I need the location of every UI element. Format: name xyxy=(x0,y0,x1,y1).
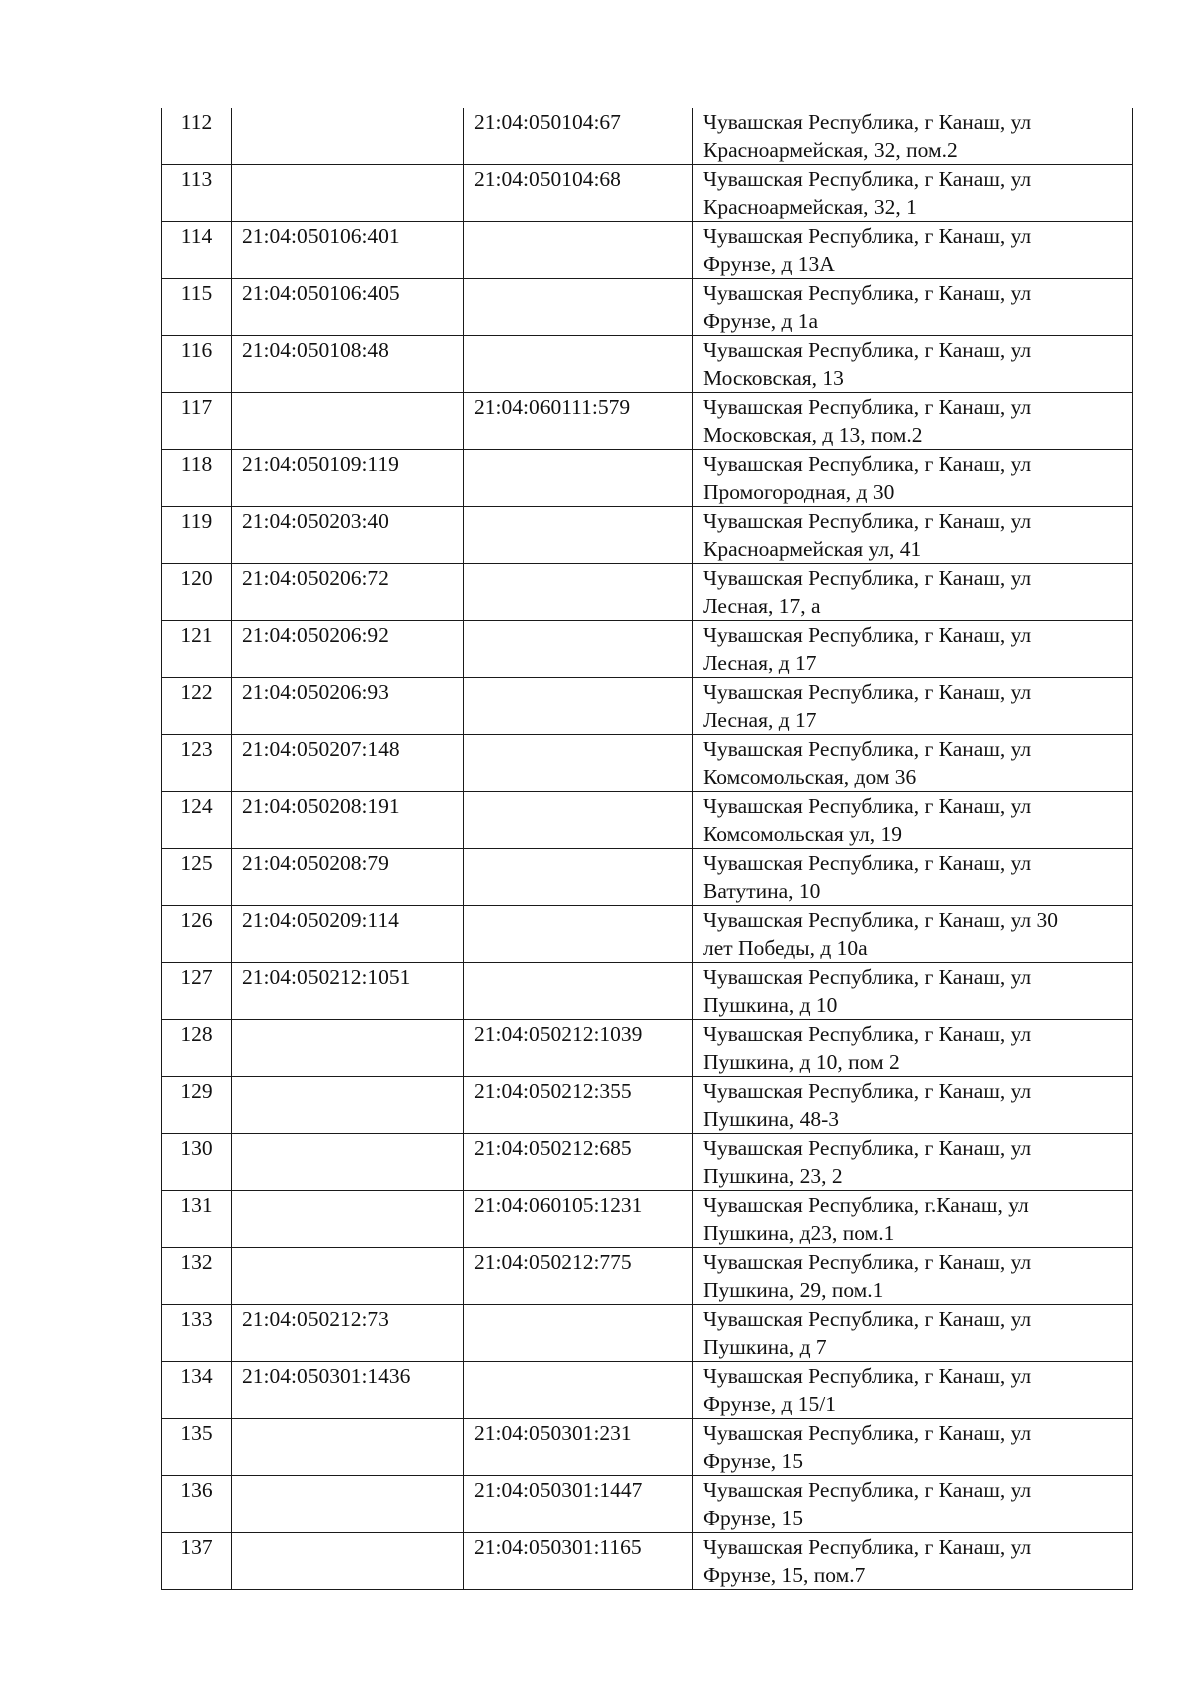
property-table xyxy=(161,108,1133,1590)
address-line-2: Комсомольская ул, 19 xyxy=(703,822,902,846)
table-row xyxy=(162,906,1133,963)
premises-cadastral-cell xyxy=(464,1191,693,1248)
address-line-2: Пушкина, 23, 2 xyxy=(703,1164,843,1188)
address-line-2: Московская, д 13, пом.2 xyxy=(703,423,923,447)
premises-cadastral-number: 21:04:050301:1165 xyxy=(474,1535,642,1559)
row-number-cell xyxy=(162,108,232,165)
address-line-1: Чувашская Республика, г Канаш, ул xyxy=(703,338,1032,362)
address-cell xyxy=(693,906,1133,963)
land-cadastral-number: 21:04:050207:148 xyxy=(242,737,400,761)
address-line-1: Чувашская Республика, г Канаш, ул xyxy=(703,566,1032,590)
table-row xyxy=(162,507,1133,564)
row-number-cell xyxy=(162,1305,232,1362)
address-line-2: Красноармейская, 32, пом.2 xyxy=(703,138,958,162)
row-number: 131 xyxy=(180,1193,213,1217)
address-line-1: Чувашская Республика, г Канаш, ул xyxy=(703,680,1032,704)
address-line-1: Чувашская Республика, г Канаш, ул xyxy=(703,1079,1032,1103)
premises-cadastral-cell xyxy=(464,1362,693,1419)
land-cadastral-cell xyxy=(232,1077,464,1134)
address-cell xyxy=(693,393,1133,450)
address-line-2: Фрунзе, д 15/1 xyxy=(703,1392,837,1416)
row-number-cell xyxy=(162,1077,232,1134)
address-line-2: Фрунзе, д 13А xyxy=(703,252,835,276)
address-cell xyxy=(693,1248,1133,1305)
table-row xyxy=(162,108,1133,165)
row-number-cell xyxy=(162,1248,232,1305)
address-line-1: Чувашская Республика, г Канаш, ул xyxy=(703,737,1032,761)
land-cadastral-number: 21:04:050106:401 xyxy=(242,224,400,248)
table-row xyxy=(162,621,1133,678)
table-row xyxy=(162,1134,1133,1191)
row-number-cell xyxy=(162,963,232,1020)
address-cell xyxy=(693,678,1133,735)
address-line-1: Чувашская Республика, г Канаш, ул xyxy=(703,1364,1032,1388)
address-line-1: Чувашская Республика, г Канаш, ул xyxy=(703,1478,1032,1502)
row-number: 136 xyxy=(180,1478,213,1502)
row-number-cell xyxy=(162,1134,232,1191)
table-row xyxy=(162,1077,1133,1134)
land-cadastral-cell xyxy=(232,1305,464,1362)
row-number-cell xyxy=(162,849,232,906)
premises-cadastral-cell xyxy=(464,165,693,222)
premises-cadastral-cell xyxy=(464,1134,693,1191)
table-row xyxy=(162,1419,1133,1476)
premises-cadastral-cell xyxy=(464,735,693,792)
premises-cadastral-number: 21:04:050301:231 xyxy=(474,1421,632,1445)
address-line-2: Лесная, д 17 xyxy=(703,651,817,675)
address-cell xyxy=(693,1362,1133,1419)
row-number: 113 xyxy=(180,167,213,191)
address-cell xyxy=(693,507,1133,564)
land-cadastral-number: 21:04:050108:48 xyxy=(242,338,389,362)
address-line-2: Пушкина, д 10 xyxy=(703,993,838,1017)
premises-cadastral-cell xyxy=(464,393,693,450)
table-row xyxy=(162,393,1133,450)
address-line-2: Комсомольская, дом 36 xyxy=(703,765,917,789)
premises-cadastral-cell xyxy=(464,1419,693,1476)
address-cell xyxy=(693,450,1133,507)
address-line-1: Чувашская Республика, г Канаш, ул xyxy=(703,623,1032,647)
land-cadastral-number: 21:04:050208:191 xyxy=(242,794,400,818)
row-number-cell xyxy=(162,1533,232,1590)
address-cell xyxy=(693,963,1133,1020)
row-number: 115 xyxy=(180,281,213,305)
row-number: 132 xyxy=(180,1250,213,1274)
address-line-1: Чувашская Республика, г Канаш, ул xyxy=(703,851,1032,875)
row-number-cell xyxy=(162,1191,232,1248)
address-line-2: Пушкина, д 7 xyxy=(703,1335,827,1359)
table-row xyxy=(162,1533,1133,1590)
address-cell xyxy=(693,1305,1133,1362)
row-number: 128 xyxy=(180,1022,213,1046)
premises-cadastral-number: 21:04:060105:1231 xyxy=(474,1193,643,1217)
premises-cadastral-number: 21:04:050212:1039 xyxy=(474,1022,643,1046)
address-line-1: Чувашская Республика, г Канаш, ул xyxy=(703,224,1032,248)
land-cadastral-cell xyxy=(232,849,464,906)
address-cell xyxy=(693,1419,1133,1476)
land-cadastral-number: 21:04:050208:79 xyxy=(242,851,389,875)
premises-cadastral-cell xyxy=(464,564,693,621)
row-number-cell xyxy=(162,222,232,279)
address-line-2: Лесная, д 17 xyxy=(703,708,817,732)
address-line-2: Лесная, 17, а xyxy=(703,594,821,618)
land-cadastral-number: 21:04:050212:1051 xyxy=(242,965,411,989)
row-number-cell xyxy=(162,393,232,450)
land-cadastral-cell xyxy=(232,1533,464,1590)
address-line-2: Красноармейская ул, 41 xyxy=(703,537,922,561)
row-number: 117 xyxy=(180,395,213,419)
premises-cadastral-cell xyxy=(464,108,693,165)
table-row xyxy=(162,1020,1133,1077)
land-cadastral-cell xyxy=(232,621,464,678)
land-cadastral-cell xyxy=(232,564,464,621)
premises-cadastral-number: 21:04:050212:355 xyxy=(474,1079,632,1103)
table-row xyxy=(162,336,1133,393)
premises-cadastral-number: 21:04:050104:68 xyxy=(474,167,621,191)
premises-cadastral-cell xyxy=(464,963,693,1020)
land-cadastral-number: 21:04:050212:73 xyxy=(242,1307,389,1331)
row-number: 112 xyxy=(180,110,213,134)
land-cadastral-cell xyxy=(232,165,464,222)
land-cadastral-cell xyxy=(232,963,464,1020)
row-number-cell xyxy=(162,1419,232,1476)
row-number: 134 xyxy=(180,1364,213,1388)
premises-cadastral-cell xyxy=(464,678,693,735)
table-row xyxy=(162,678,1133,735)
address-line-2: Фрунзе, 15 xyxy=(703,1506,803,1530)
premises-cadastral-cell xyxy=(464,1476,693,1533)
table-row xyxy=(162,1362,1133,1419)
premises-cadastral-cell xyxy=(464,1248,693,1305)
land-cadastral-number: 21:04:050106:405 xyxy=(242,281,400,305)
land-cadastral-number: 21:04:050209:114 xyxy=(242,908,399,932)
address-line-2: лет Победы, д 10а xyxy=(703,936,868,960)
premises-cadastral-number: 21:04:050104:67 xyxy=(474,110,621,134)
row-number: 130 xyxy=(180,1136,213,1160)
premises-cadastral-number: 21:04:050301:1447 xyxy=(474,1478,643,1502)
address-line-1: Чувашская Республика, г.Канаш, ул xyxy=(703,1193,1029,1217)
address-line-2: Фрунзе, д 1а xyxy=(703,309,819,333)
premises-cadastral-cell xyxy=(464,1077,693,1134)
land-cadastral-cell xyxy=(232,1248,464,1305)
land-cadastral-cell xyxy=(232,1191,464,1248)
row-number: 125 xyxy=(180,851,213,875)
address-cell xyxy=(693,849,1133,906)
table-row xyxy=(162,165,1133,222)
table-row xyxy=(162,1191,1133,1248)
address-cell xyxy=(693,1191,1133,1248)
address-line-2: Пушкина, д 10, пом 2 xyxy=(703,1050,900,1074)
address-line-1: Чувашская Республика, г Канаш, ул xyxy=(703,1022,1032,1046)
address-line-1: Чувашская Республика, г Канаш, ул xyxy=(703,794,1032,818)
premises-cadastral-cell xyxy=(464,222,693,279)
row-number-cell xyxy=(162,165,232,222)
premises-cadastral-cell xyxy=(464,507,693,564)
premises-cadastral-cell xyxy=(464,1533,693,1590)
row-number-cell xyxy=(162,279,232,336)
premises-cadastral-cell xyxy=(464,792,693,849)
address-line-1: Чувашская Республика, г Канаш, ул xyxy=(703,965,1032,989)
land-cadastral-cell xyxy=(232,735,464,792)
table-row xyxy=(162,792,1133,849)
address-line-1: Чувашская Республика, г Канаш, ул xyxy=(703,1535,1032,1559)
table-row xyxy=(162,450,1133,507)
land-cadastral-cell xyxy=(232,792,464,849)
premises-cadastral-number: 21:04:060111:579 xyxy=(474,395,631,419)
table-row xyxy=(162,735,1133,792)
address-cell xyxy=(693,735,1133,792)
row-number-cell xyxy=(162,1362,232,1419)
row-number: 124 xyxy=(180,794,213,818)
land-cadastral-cell xyxy=(232,1476,464,1533)
address-line-2: Московская, 13 xyxy=(703,366,844,390)
premises-cadastral-cell xyxy=(464,1305,693,1362)
address-line-1: Чувашская Республика, г Канаш, ул xyxy=(703,110,1032,134)
land-cadastral-cell xyxy=(232,108,464,165)
address-line-2: Фрунзе, 15, пом.7 xyxy=(703,1563,866,1587)
row-number-cell xyxy=(162,450,232,507)
land-cadastral-cell xyxy=(232,222,464,279)
address-cell xyxy=(693,1077,1133,1134)
land-cadastral-cell xyxy=(232,336,464,393)
land-cadastral-number: 21:04:050206:93 xyxy=(242,680,389,704)
address-line-1: Чувашская Республика, г Канаш, ул xyxy=(703,452,1032,476)
address-line-2: Красноармейская, 32, 1 xyxy=(703,195,917,219)
land-cadastral-cell xyxy=(232,1419,464,1476)
row-number: 118 xyxy=(180,452,213,476)
row-number-cell xyxy=(162,792,232,849)
premises-cadastral-cell xyxy=(464,450,693,507)
address-cell xyxy=(693,1134,1133,1191)
row-number: 126 xyxy=(180,908,213,932)
row-number-cell xyxy=(162,735,232,792)
land-cadastral-cell xyxy=(232,1134,464,1191)
address-cell xyxy=(693,792,1133,849)
address-line-1: Чувашская Республика, г Канаш, ул xyxy=(703,1250,1032,1274)
address-line-1: Чувашская Республика, г Канаш, ул xyxy=(703,281,1032,305)
row-number-cell xyxy=(162,906,232,963)
address-cell xyxy=(693,279,1133,336)
row-number: 137 xyxy=(180,1535,213,1559)
address-line-1: Чувашская Республика, г Канаш, ул xyxy=(703,509,1032,533)
premises-cadastral-cell xyxy=(464,1020,693,1077)
row-number-cell xyxy=(162,678,232,735)
row-number: 123 xyxy=(180,737,213,761)
address-line-1: Чувашская Республика, г Канаш, ул xyxy=(703,1136,1032,1160)
address-cell xyxy=(693,1533,1133,1590)
row-number-cell xyxy=(162,1476,232,1533)
table-row xyxy=(162,1305,1133,1362)
row-number: 122 xyxy=(180,680,213,704)
row-number: 120 xyxy=(180,566,213,590)
land-cadastral-cell xyxy=(232,1020,464,1077)
row-number: 114 xyxy=(180,224,213,248)
row-number: 119 xyxy=(180,509,213,533)
row-number: 129 xyxy=(180,1079,213,1103)
land-cadastral-cell xyxy=(232,906,464,963)
land-cadastral-number: 21:04:050206:92 xyxy=(242,623,389,647)
land-cadastral-number: 21:04:050109:119 xyxy=(242,452,399,476)
premises-cadastral-number: 21:04:050212:685 xyxy=(474,1136,632,1160)
premises-cadastral-cell xyxy=(464,849,693,906)
land-cadastral-cell xyxy=(232,393,464,450)
row-number: 121 xyxy=(180,623,213,647)
premises-cadastral-cell xyxy=(464,279,693,336)
table-row xyxy=(162,279,1133,336)
address-cell xyxy=(693,1020,1133,1077)
address-line-1: Чувашская Республика, г Канаш, ул xyxy=(703,1421,1032,1445)
address-line-2: Ватутина, 10 xyxy=(703,879,821,903)
premises-cadastral-cell xyxy=(464,906,693,963)
address-line-2: Фрунзе, 15 xyxy=(703,1449,803,1473)
row-number: 127 xyxy=(180,965,213,989)
address-line-1: Чувашская Республика, г Канаш, ул xyxy=(703,1307,1032,1331)
table-row xyxy=(162,1476,1133,1533)
land-cadastral-cell xyxy=(232,678,464,735)
row-number-cell xyxy=(162,564,232,621)
land-cadastral-number: 21:04:050206:72 xyxy=(242,566,389,590)
row-number: 116 xyxy=(180,338,213,362)
premises-cadastral-cell xyxy=(464,621,693,678)
table-body xyxy=(162,108,1133,1590)
address-line-1: Чувашская Республика, г Канаш, ул 30 xyxy=(703,908,1059,932)
address-cell xyxy=(693,621,1133,678)
address-line-2: Промогородная, д 30 xyxy=(703,480,895,504)
land-cadastral-cell xyxy=(232,507,464,564)
land-cadastral-number: 21:04:050301:1436 xyxy=(242,1364,411,1388)
row-number-cell xyxy=(162,507,232,564)
row-number: 135 xyxy=(180,1421,213,1445)
row-number-cell xyxy=(162,336,232,393)
table-row xyxy=(162,963,1133,1020)
table-row xyxy=(162,849,1133,906)
land-cadastral-cell xyxy=(232,450,464,507)
address-line-2: Пушкина, д23, пом.1 xyxy=(703,1221,895,1245)
land-cadastral-cell xyxy=(232,1362,464,1419)
address-line-2: Пушкина, 29, пом.1 xyxy=(703,1278,884,1302)
address-cell xyxy=(693,222,1133,279)
address-cell xyxy=(693,336,1133,393)
address-cell xyxy=(693,165,1133,222)
address-line-1: Чувашская Республика, г Канаш, ул xyxy=(703,395,1032,419)
address-line-1: Чувашская Республика, г Канаш, ул xyxy=(703,167,1032,191)
land-cadastral-number: 21:04:050203:40 xyxy=(242,509,389,533)
land-cadastral-cell xyxy=(232,279,464,336)
premises-cadastral-number: 21:04:050212:775 xyxy=(474,1250,632,1274)
row-number: 133 xyxy=(180,1307,213,1331)
address-cell xyxy=(693,108,1133,165)
table-row xyxy=(162,564,1133,621)
row-number-cell xyxy=(162,621,232,678)
table-row xyxy=(162,222,1133,279)
row-number-cell xyxy=(162,1020,232,1077)
table-row xyxy=(162,1248,1133,1305)
address-cell xyxy=(693,1476,1133,1533)
address-cell xyxy=(693,564,1133,621)
premises-cadastral-cell xyxy=(464,336,693,393)
address-line-2: Пушкина, 48-3 xyxy=(703,1107,839,1131)
